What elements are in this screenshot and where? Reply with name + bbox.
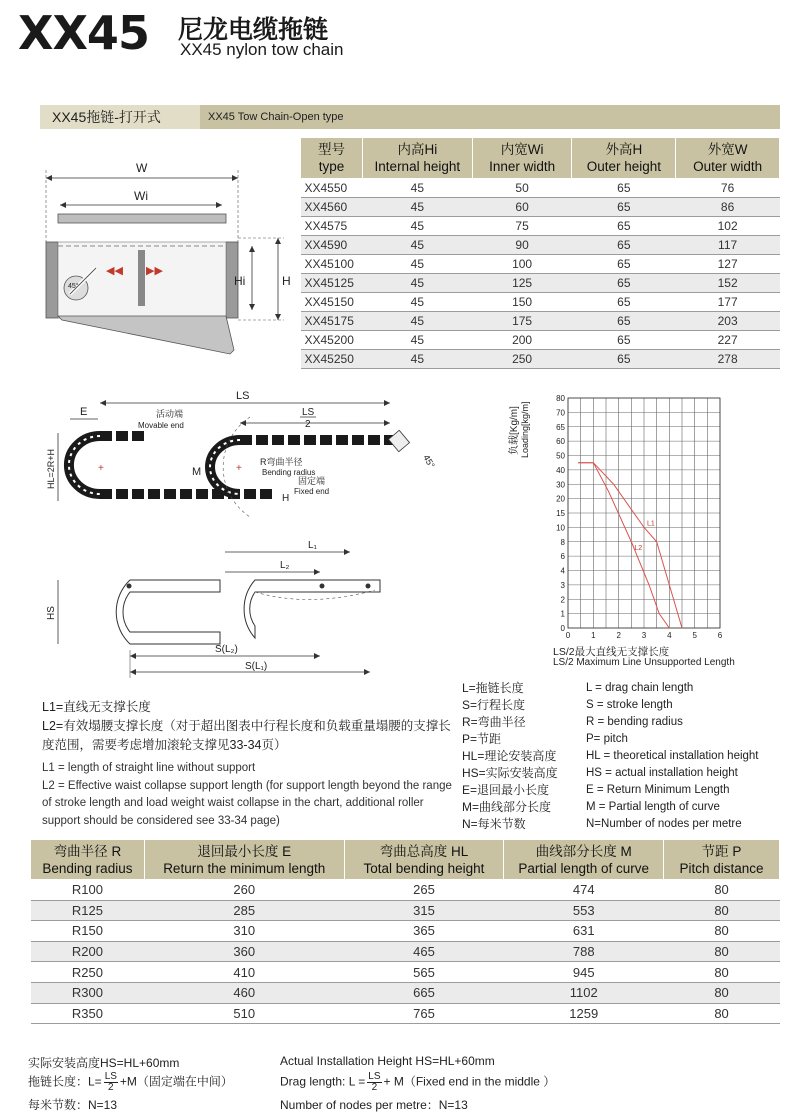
section-bar [40,105,780,129]
chart-y-tick-label: 1 [560,609,565,619]
chain-install-diagram [40,385,470,525]
chart-ylabel-cn: 负载[Kg/m] [509,406,520,455]
header-return-min-length: 退回最小长度 E Return the minimum length [144,840,344,880]
chart-series-line-l1 [578,463,682,628]
chart-x-tick-label: 2 [616,631,621,640]
m-label: M [192,466,202,478]
note-en-l2: L2 = Effective waist collapse support length (for support length beyond the range of stroke length and load weight waist collapse in the chart, additional roller support should be considered see 33-34 page) [42,779,452,827]
definition-item: HS=实际安装高度 HS = actual installation height [462,766,738,780]
svg-text:+: + [98,463,104,474]
title-cn: 尼龙电缆拖链 [178,15,329,44]
header-type: 型号 type [301,138,363,179]
chart-y-tick-label: 50 [556,451,565,461]
header-outer-width: 外宽W Outer width [676,138,780,179]
chart-series-label-l1: L1 [647,520,655,528]
formula-hs-en: Actual Installation Height HS=HL+60mm [280,1054,495,1068]
definition-item: M=曲线部分长度 M = Partial length of curve [462,800,720,814]
e-label: E [80,406,88,418]
formula-hs-cn: 实际安装高度HS=HL+60mm [28,1056,180,1070]
note-en-l1: L1 = length of straight line without support [42,762,256,774]
definition-item: S=行程长度 S = stroke length [462,698,673,712]
chart-y-tick-label: 30 [556,480,565,490]
ls-half-den: 2 [305,419,311,430]
table-row: XX45150 45 150 65 177 [301,293,780,312]
chart-x-tick-label: 6 [717,631,723,640]
chart-y-tick-label: 70 [556,408,565,418]
svg-text:+: + [236,463,242,474]
chart-y-tick-label: 20 [556,494,565,504]
definition-item: HL=理论安装高度 HL = theoretical installation height [462,749,759,763]
chart-y-tick-label: 3 [560,580,565,590]
support-diagram [40,538,400,683]
svg-text:▶▶: ▶▶ [146,265,163,277]
chart-y-tick-label: 40 [556,465,565,475]
chart-x-tick-label: 3 [641,631,647,640]
table-row: R150 310 365 631 80 [31,921,780,942]
radius-table [30,839,780,1024]
model-title: XX45 [18,6,149,60]
chart-y-tick-label: 10 [556,523,565,533]
chart-y-tick-label: 65 [556,422,565,432]
chart-y-tick-label: 8 [560,537,565,547]
chart-xlabel-en: LS/2 Maximum Line Unsupported Length [553,657,735,668]
notes-en [42,760,452,830]
table-row: XX45125 45 125 65 152 [301,274,780,293]
chart-series-label-l2: L2 [634,544,643,552]
formula-length-en: Drag length: L = $\frac{LS}{2}$ + M（Fixed end in the middle ） [280,1071,556,1093]
notes-cn [42,698,462,755]
s-l2-label: S(L₂) [215,644,238,655]
table-row: XX4590 45 90 65 117 [301,236,780,255]
section-label-en: XX45 Tow Chain-Open type [208,111,344,123]
fixed-end-cn: 固定端 [298,476,326,486]
definition-item: L=拖链长度 L = drag chain length [462,681,694,695]
h-label: H [282,493,290,504]
header-inner-width: 内宽Wi Inner width [472,138,572,179]
fixed-end-en: Fixed end [294,487,330,496]
table-row: XX4550 45 50 65 76 [301,179,780,198]
chart-xlabel-cn: LS/2最大直线无支撑长度 [553,646,670,658]
definitions-list [462,680,782,833]
dim-wi-label: Wi [134,189,148,203]
table-row: R200 360 465 788 80 [31,941,780,962]
dim-w-label: W [136,161,148,175]
header-total-bending-height: 弯曲总高度 HL Total bending height [344,840,504,880]
chart-y-tick-label: 4 [560,566,565,576]
cross-section-diagram [38,150,298,360]
header-outer-height: 外高H Outer height [572,138,676,179]
note-cn-l1: L1=直线无支撑长度 [42,700,151,714]
header-partial-curve-length: 曲线部分长度 M Partial length of curve [504,840,664,880]
table-row: XX4575 45 75 65 102 [301,217,780,236]
table-row: XX4560 45 60 65 86 [301,198,780,217]
load-chart [540,390,730,640]
dim-hi-label: Hi [234,274,246,288]
note-cn-l2: L2=有效塌腰支撑长度（对于超出图表中行程长度和负载重量塌腰的支撑长度范围，需要考虑增加滚轮支撑见33-34页） [42,719,451,752]
table-row: XX45100 45 100 65 127 [301,255,780,274]
table-row: R300 460 665 1102 80 [31,982,780,1003]
l1-label: L₁ [308,540,317,551]
chart-x-tick-label: 0 [565,631,571,640]
table-row: XX45200 45 200 65 227 [301,331,780,350]
definition-item: R=弯曲半径 R = bending radius [462,715,683,729]
chart-y-tick-label: 2 [560,595,565,605]
movable-end-cn: 活动端 [156,409,184,419]
section-label-cn: XX45拖链-打开式 [40,105,200,129]
bend-radius-cn: R弯曲半径 [260,457,303,467]
dim-angle-label: 45° [68,283,79,290]
header-pitch: 节距 P Pitch distance [664,840,780,880]
hl-label: HL=2R+H [46,448,56,489]
movable-end-en: Movable end [138,421,184,430]
hs-label: HS [46,606,57,620]
title-en: XX45 nylon tow chain [180,40,344,59]
table-row: XX45250 45 250 65 278 [301,350,780,369]
chart-x-tick-label: 5 [692,631,697,640]
table-row: R100 260 265 474 80 [31,880,780,901]
chart-y-tick-label: 0 [560,624,565,633]
table-row: R125 285 315 553 80 [31,900,780,921]
svg-text:◀◀: ◀◀ [106,265,123,277]
formula-nodes-cn: 每米节数：N=13 [28,1098,118,1112]
l2-label: L₂ [280,560,290,571]
radius-table-header [31,840,780,880]
spec-table [300,137,780,369]
header-bending-radius: 弯曲半径 R Bending radius [31,840,145,880]
definition-item: E=退回最小长度 E = Return Minimum Length [462,783,730,797]
chart-x-tick-label: 1 [591,631,596,640]
chart-series-line-l2 [578,463,669,628]
ls-label: LS [236,390,250,402]
bend-radius-en: Bending radius [262,468,316,477]
s-l1-label: S(L₁) [245,661,268,672]
chart-y-tick-label: 60 [556,437,565,447]
header-internal-height: 内高Hi Internal height [362,138,472,179]
chart-ylabel-en: Loading[kg/m] [520,401,530,458]
formula-nodes-en: Number of nodes per metre：N=13 [280,1098,468,1112]
spec-table-header [301,138,780,179]
table-row: XX45175 45 175 65 203 [301,312,780,331]
chart-y-tick-label: 15 [556,509,565,518]
table-row: R350 510 765 1259 80 [31,1003,780,1024]
table-row: R250 410 565 945 80 [31,962,780,983]
dim-h-label: H [282,274,291,288]
chart-y-tick-label: 6 [560,552,565,562]
definition-item: P=节距 P= pitch [462,732,628,746]
chart-x-tick-label: 4 [667,631,672,640]
definition-item: N=每米节数 N=Number of nodes per metre [462,817,742,831]
ls-half-num: LS [302,407,315,418]
chart-y-tick-label: 80 [556,394,565,403]
formula-length-cn: 拖链长度：L= $\frac{LS}{2}$ +M（固定端在中间） [28,1071,233,1093]
angle-45-label: 45° [421,453,437,470]
